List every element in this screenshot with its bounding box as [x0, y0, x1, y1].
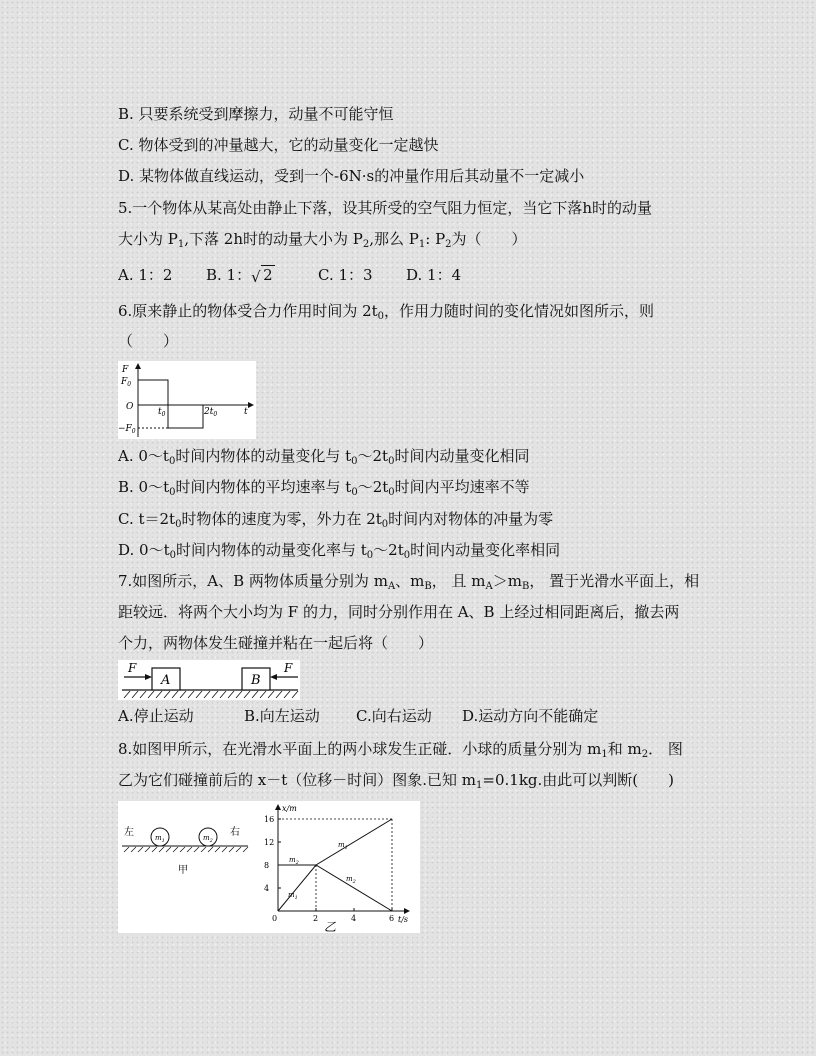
y-tick-label: 16 [264, 815, 275, 824]
m2-before-label: $m_2$ [289, 856, 299, 866]
t-axis-label: t [244, 407, 248, 417]
yi-caption: 乙 [324, 920, 337, 933]
m2-after-label: $m_2$ [346, 875, 356, 885]
q7-options [118, 706, 598, 726]
q8-line-2: 乙为它们碰撞前后的 x－t（位移－时间）图象.已知 $m_1=0.1kg$.由此可以判断( ) [118, 771, 674, 791]
q5-line-1: 5.一个物体从某高处由静止下落，设其所受的空气阻力恒定，当它下落h时的动量 [118, 199, 652, 217]
t-axis-arrow [248, 402, 254, 408]
force-right-label: F [284, 661, 293, 675]
q7-option-c: C.向右运动 [356, 707, 432, 725]
m1-after-label: $m_1$ [338, 841, 348, 851]
y-tick-label: 8 [264, 861, 270, 870]
neg-f0-label: $-F_0$ [118, 424, 136, 435]
series-line-m2 [278, 865, 392, 911]
blocks-figure [118, 660, 300, 700]
m1-before-label: $m_1$ [288, 891, 298, 901]
collision-figure [118, 801, 420, 933]
force-arrow-left-head [145, 674, 152, 680]
right-word: 右 [230, 827, 240, 838]
t2-label: $2t_0$ [204, 407, 218, 418]
surface-hatch [124, 847, 248, 852]
q7-option-d: D.运动方向不能确定 [462, 707, 599, 725]
y-tick-label: 4 [264, 884, 270, 893]
q6-option-d: D. $0\sim t_0$时间内物体的动量变化率与 $t_0\sim 2t_0$时间内动量变化率相同 [118, 541, 561, 561]
ground-hatch [124, 691, 298, 698]
x-tick-label: 6 [389, 914, 395, 923]
q6-line-1: 6.原来静止的物体受合力作用时间为 $2t_0$，作用力随时间的变化情况如图所示，则 [118, 302, 655, 322]
q7-line-2: 距较远．将两个大小均为 F 的力，同时分别作用在 A、B 上经过相同距离后，撤去两 [118, 603, 680, 621]
ball-m2-label: $m_2$ [203, 834, 213, 844]
f-axis-arrow [135, 363, 141, 369]
q7-option-b: B.向左运动 [244, 707, 320, 725]
force-line [138, 380, 203, 428]
option-c-line: C. 物体受到的冲量越大，它的动量变化一定越快 [118, 136, 439, 154]
f0-label: $F_0$ [121, 377, 132, 388]
q5-option-b: B. 1： √ 2 [206, 266, 273, 286]
x-tick-label: 0 [272, 914, 278, 923]
q6-option-a: A. $0\sim t_0$时间内物体的动量变化与 $t_0\sim 2t_0$时间内动量变化相同 [118, 447, 530, 467]
q5-options [118, 265, 461, 285]
option-b-line: B. 只要系统受到摩擦力，动量不可能守恒 [118, 105, 394, 123]
blocks-diagram [118, 660, 300, 700]
jia-caption: 甲 [178, 865, 188, 876]
origin-label: O [126, 402, 134, 412]
block-a-label: A [161, 673, 171, 688]
q5-option-c: C. 1：3 [318, 266, 373, 284]
left-word: 左 [124, 827, 134, 838]
x-tick-label: 4 [351, 914, 357, 923]
ball-m1-label: $m_1$ [155, 834, 165, 844]
x-tick-label: 2 [313, 914, 319, 923]
q5-option-a: A. 1：2 [118, 266, 173, 284]
force-left-label: F [128, 661, 137, 675]
q6-option-c: C. $t=2t_0$时物体的速度为零，外力在 $2t_0$时间内对物体的冲量为零 [118, 510, 554, 530]
f-axis-label: F [122, 365, 129, 375]
q7-option-a: A.停止运动 [118, 707, 194, 725]
q6-option-b: B. $0\sim t_0$时间内物体的平均速率与 $t_0\sim 2t_0$时间内平均速率不等 [118, 478, 530, 498]
option-d-line: D. 某物体做直线运动，受到一个-6N·s的冲量作用后其动量不一定减小 [118, 167, 585, 185]
t0-label: $t_0$ [158, 407, 166, 418]
q5-option-d: D. 1：4 [406, 266, 462, 284]
x-axis-arrow [404, 908, 410, 914]
y-tick-label: 12 [264, 838, 275, 847]
y-axis-arrow [275, 804, 281, 810]
force-time-graph [118, 361, 256, 439]
y-axis-label: x/m [282, 804, 297, 813]
sqrt-symbol: √ 2 [251, 266, 273, 286]
q7-line-3: 个力，两物体发生碰撞并粘在一起后将（ ） [118, 634, 434, 652]
force-arrow-right-head [270, 674, 277, 680]
q7-line-1: 7.如图所示，A、B 两物体质量分别为 $m_A$、$m_B$， 且 $m_A>m_B$， 置于光滑水平面上，相 [118, 572, 700, 592]
x-axis-label: t/s [398, 915, 409, 924]
q5-line-2: 大小为 $P_1$,下落 2h时的动量大小为 $P_2$,那么 $P_1$: $P_2$为（ ） [118, 230, 527, 250]
q8-line-1: 8.如图甲所示，在光滑水平面上的两小球发生正碰．小球的质量分别为 $m_1$和 $m_2$． 图 [118, 740, 683, 760]
force-time-figure [118, 361, 256, 439]
q6-line-2: （ ） [118, 332, 179, 350]
collision-diagrams [118, 801, 420, 933]
xt-chart [264, 804, 410, 924]
block-b-label: B [251, 673, 261, 688]
